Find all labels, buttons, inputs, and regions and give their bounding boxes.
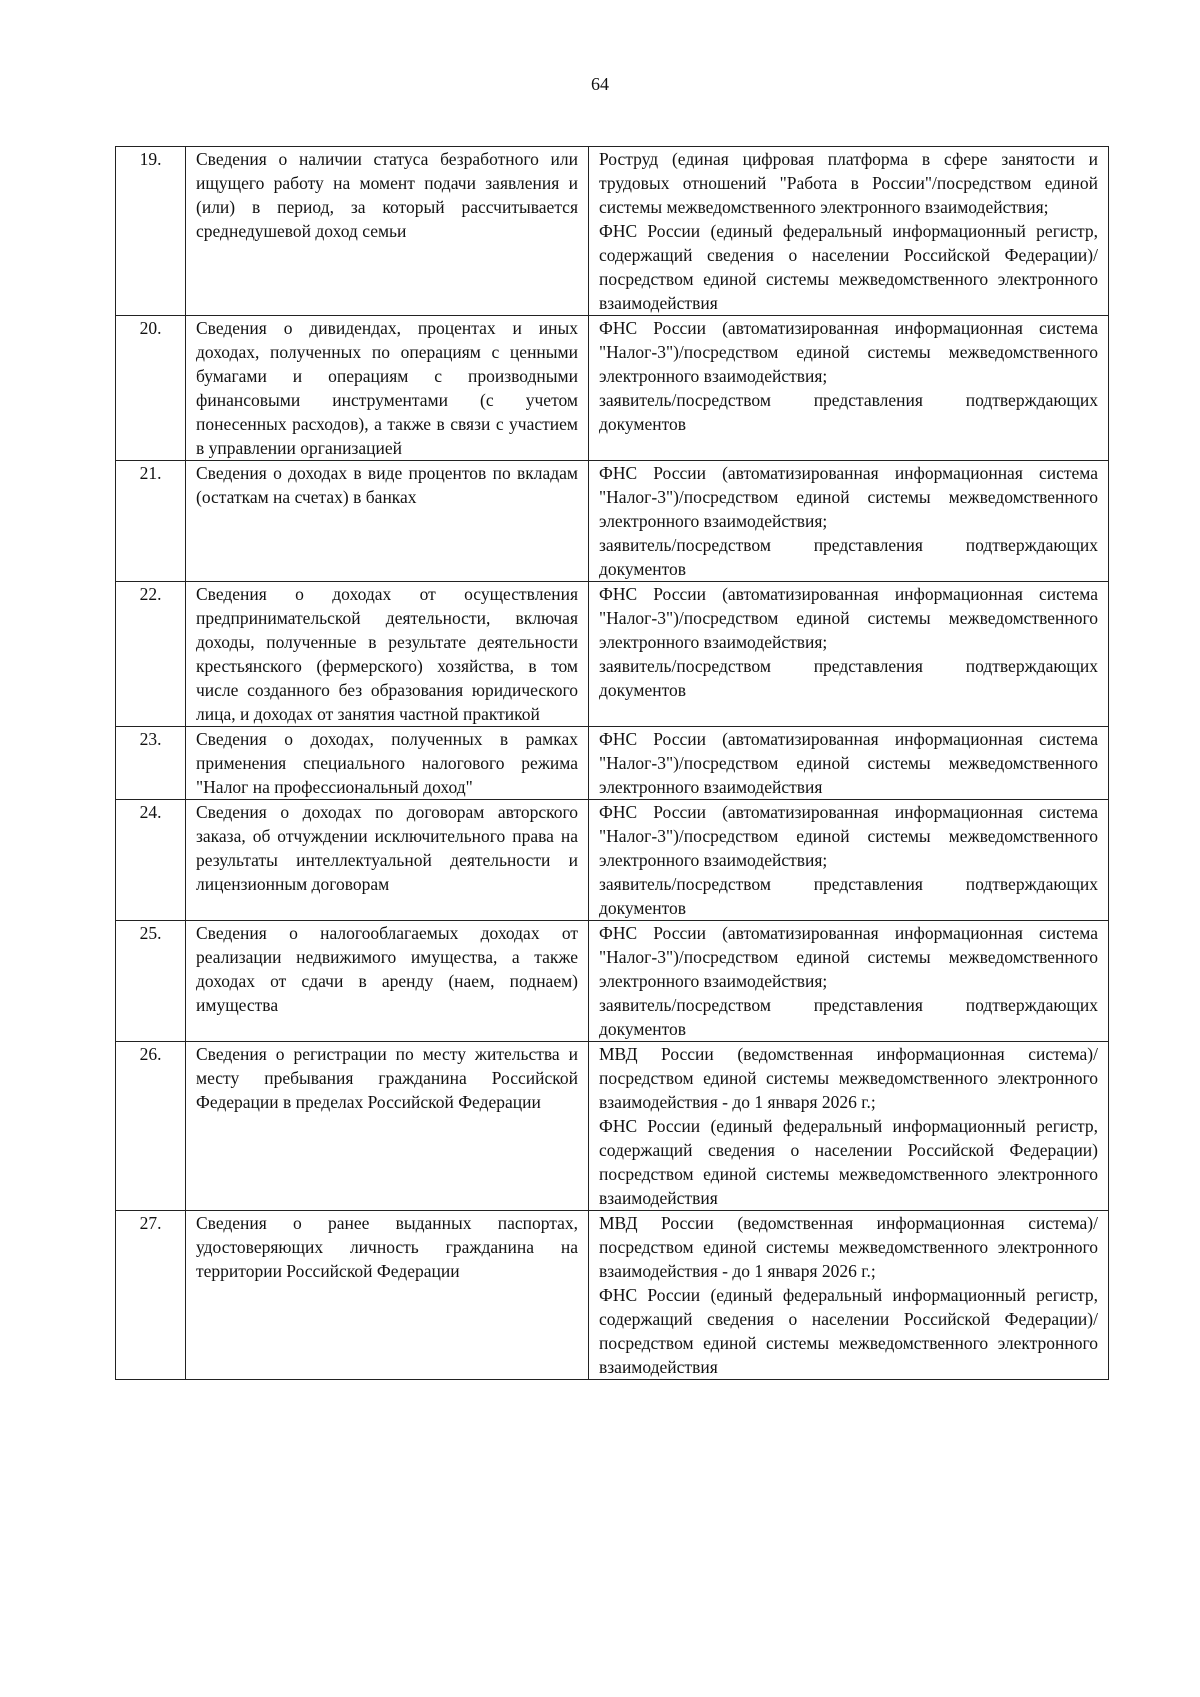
info-text: Сведения о доходах в виде процентов по вкладам (остаткам на счетах) в банках (196, 463, 578, 507)
source-text: ФНС России (автоматизированная информационная система "Налог-3")/посредством единой системы межведомственного электронного взаимодействия; (599, 584, 1098, 652)
info-cell (186, 582, 589, 727)
info-cell (186, 316, 589, 461)
info-text: Сведения о налогооблагаемых доходах от реализации недвижимого имущества, а также доходах от сдачи в аренду (наем, поднаем) имущества (196, 923, 578, 1015)
source-text: ФНС России (единый федеральный информационный регистр, содержащий сведения о населении Российской Федерации) посредством единой системы межведомственного электронного взаимодействия (599, 1116, 1098, 1208)
source-text: заявитель/посредством представления подтверждающих документов (599, 535, 1098, 579)
row-number: 25. (116, 921, 186, 1042)
table-row (116, 582, 1109, 727)
table-row (116, 1211, 1109, 1380)
source-cell (589, 582, 1109, 727)
info-cell (186, 727, 589, 800)
row-number: 26. (116, 1042, 186, 1211)
info-text: Сведения о наличии статуса безработного или ищущего работу на момент подачи заявления и (или) в период, за который рассчитывается среднедушевой доход семьи (196, 149, 578, 241)
page-number: 64 (591, 74, 609, 94)
table-row (116, 800, 1109, 921)
source-text: ФНС России (автоматизированная информационная система "Налог-3")/посредством единой системы межведомственного электронного взаимодействия; (599, 802, 1098, 870)
source-text: ФНС России (автоматизированная информационная система "Налог-3")/посредством единой системы межведомственного электронного взаимодействия (599, 729, 1098, 797)
source-cell (589, 1042, 1109, 1211)
info-text: Сведения о доходах от осуществления предпринимательской деятельности, включая доходы, полученные в результате деятельности крестьянского (фермерского) хозяйства, в том числе созданного без образования юридического лица, и доходах от занятия частной практикой (196, 584, 578, 724)
row-number: 23. (116, 727, 186, 800)
table-row (116, 147, 1109, 316)
source-text: заявитель/посредством представления подтверждающих документов (599, 995, 1098, 1039)
source-cell (589, 316, 1109, 461)
info-text: Сведения о дивидендах, процентах и иных доходах, полученных по операциям с ценными бумагами и операциям с производными финансовыми инструментами (с учетом понесенных расходов), а также в связи с участием в управлении организацией (196, 318, 578, 458)
source-text: заявитель/посредством представления подтверждающих документов (599, 390, 1098, 434)
row-number: 24. (116, 800, 186, 921)
source-cell (589, 921, 1109, 1042)
source-cell (589, 461, 1109, 582)
row-number: 22. (116, 582, 186, 727)
row-number: 27. (116, 1211, 186, 1380)
info-cell (186, 800, 589, 921)
source-text: заявитель/посредством представления подтверждающих документов (599, 874, 1098, 918)
source-text: ФНС России (единый федеральный информационный регистр, содержащий сведения о населении Российской Федерации)/посредством единой системы межведомственного электронного взаимодействия (599, 221, 1098, 313)
source-text: МВД России (ведомственная информационная система)/ посредством единой системы межведомственного электронного взаимодействия - до 1 января 2026 г.; (599, 1213, 1098, 1281)
info-text: Сведения о ранее выданных паспортах, удостоверяющих личность гражданина на территории Российской Федерации (196, 1213, 578, 1281)
info-cell (186, 461, 589, 582)
source-text: ФНС России (автоматизированная информационная система "Налог-3")/посредством единой системы межведомственного электронного взаимодействия; (599, 318, 1098, 386)
row-number: 20. (116, 316, 186, 461)
info-text: Сведения о регистрации по месту жительства и месту пребывания гражданина Российской Федерации в пределах Российской Федерации (196, 1044, 578, 1112)
table-row (116, 921, 1109, 1042)
table-row (116, 461, 1109, 582)
row-number: 21. (116, 461, 186, 582)
info-cell (186, 1211, 589, 1380)
source-cell (589, 147, 1109, 316)
source-text: заявитель/посредством представления подтверждающих документов (599, 656, 1098, 700)
source-cell (589, 727, 1109, 800)
table-row (116, 1042, 1109, 1211)
row-number: 19. (116, 147, 186, 316)
data-sources-table (115, 146, 1109, 1380)
info-cell (186, 1042, 589, 1211)
info-text: Сведения о доходах, полученных в рамках применения специального налогового режима "Налог на профессиональный доход" (196, 729, 578, 797)
source-cell (589, 1211, 1109, 1380)
source-text: ФНС России (автоматизированная информационная система "Налог-3")/посредством единой системы межведомственного электронного взаимодействия; (599, 923, 1098, 991)
source-text: Роструд (единая цифровая платформа в сфере занятости и трудовых отношений "Работа в России"/посредством единой системы межведомственного электронного взаимодействия; (599, 149, 1098, 217)
source-text: ФНС России (автоматизированная информационная система "Налог-3")/посредством единой системы межведомственного электронного взаимодействия; (599, 463, 1098, 531)
info-cell (186, 147, 589, 316)
source-text: МВД России (ведомственная информационная система)/посредством единой системы межведомственного электронного взаимодействия - до 1 января 2026 г.; (599, 1044, 1098, 1112)
source-cell (589, 800, 1109, 921)
source-text: ФНС России (единый федеральный информационный регистр, содержащий сведения о населении Российской Федерации)/посредством единой системы межведомственного электронного взаимодействия (599, 1285, 1098, 1377)
table-row (116, 727, 1109, 800)
info-text: Сведения о доходах по договорам авторского заказа, об отчуждении исключительного права на результаты интеллектуальной деятельности и лицензионным договорам (196, 802, 578, 894)
table-row (116, 316, 1109, 461)
info-cell (186, 921, 589, 1042)
